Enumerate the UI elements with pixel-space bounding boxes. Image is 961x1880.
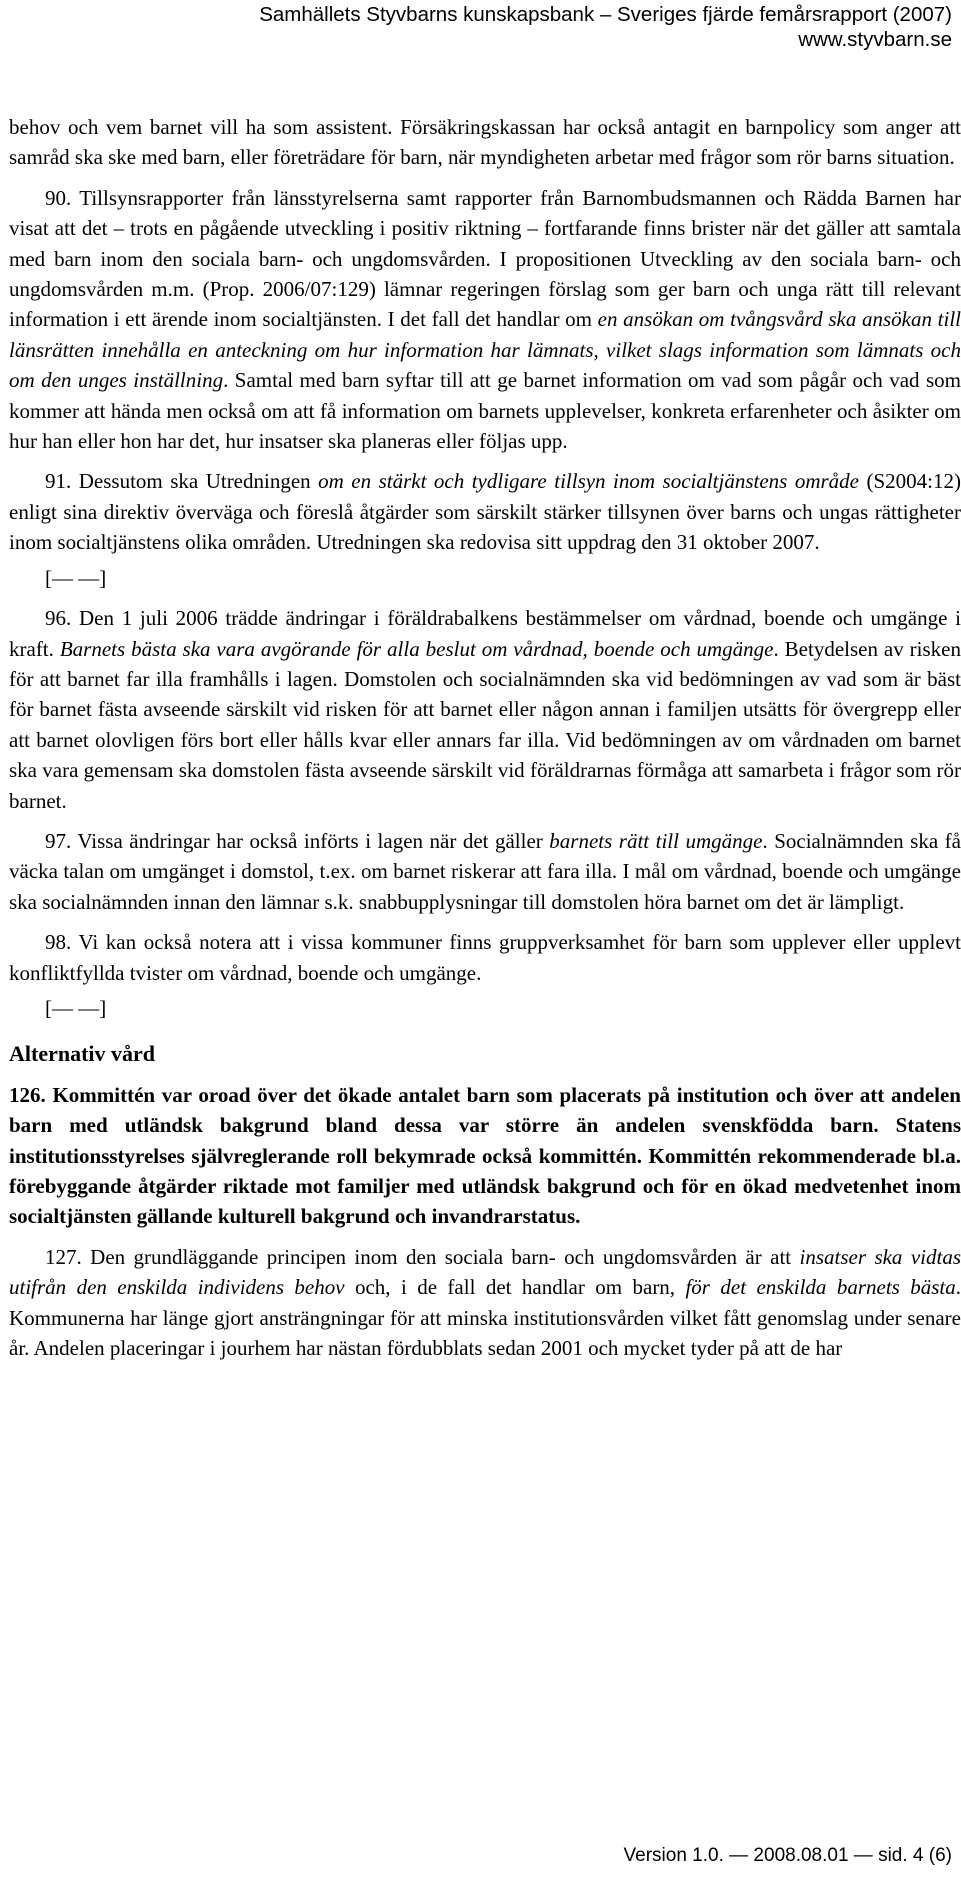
paragraph-97 xyxy=(9,826,961,917)
paragraph-italic: en ansökan om tvångsvård ska ansökan till länsrätten innehålla en anteckning om hur information har lämnats, vilket slags information som lämnats och om den unges inställning xyxy=(9,307,961,393)
page-header xyxy=(259,2,952,52)
paragraph-intro xyxy=(9,112,961,173)
paragraph-96 xyxy=(9,603,961,816)
paragraph-text: . Samtal med barn syftar till att ge barnet information om vad som pågår och vad som kommer att hända men också om att få information om barnets upplevelser, konkreta erfarenheter och åsikter om hur han eller hon har det, hur insatser ska planeras eller följas upp. xyxy=(9,368,961,454)
paragraph-text: . Socialnämnden ska få väcka talan om umgänget i domstol, t.ex. om barnet riskerar att fara illa. I mål om vårdnad, boende och umgänge ska socialnämnden innan den lämnar s.k. snabbupplysningar till domstolen höra barnet om det är lämpligt. xyxy=(9,828,961,914)
ellipsis-marker: [— —] xyxy=(45,995,107,1020)
ellipsis-marker: [— —] xyxy=(45,565,107,590)
paragraph-text: 91. Dessutom ska Utredningen xyxy=(45,469,319,494)
paragraph-italic: insatser ska vidtas utifrån den enskilda individens behov xyxy=(9,1244,961,1300)
paragraph-text: och, i de fall det handlar om barn, xyxy=(344,1275,686,1300)
section-heading: Alternativ vård xyxy=(9,1041,156,1067)
paragraph-italic: om en stärkt och tydligare tillsyn inom socialtjänstens område xyxy=(318,469,859,494)
paragraph-italic: för det enskilda barnets bästa xyxy=(685,1275,956,1300)
paragraph-127 xyxy=(9,1242,961,1364)
paragraph-91 xyxy=(9,466,961,557)
paragraph-126 xyxy=(9,1080,961,1232)
paragraph-90 xyxy=(9,183,961,457)
paragraph-98 xyxy=(9,927,961,988)
paragraph-italic: Barnets bästa ska vara avgörande för alla beslut om vårdnad, boende och umgänge xyxy=(59,636,774,661)
header-url: www.styvbarn.se xyxy=(798,28,952,51)
paragraph-text: 127. Den grundläggande principen inom den sociala barn- och ungdomsvården är att xyxy=(45,1244,800,1269)
paragraph-text: behov och vem barnet vill ha som assistent. Försäkringskassan har också antagit en barnpolicy som anger att samråd ska ske med barn, eller företrädare för barn, när myndigheten arbetar med frågor som rör barns situation. xyxy=(9,115,961,170)
paragraph-text: 126. Kommittén var oroad över det ökade antalet barn som placerats på institution och över att andelen barn med utländsk bakgrund bland dessa var större än andelen svenskfödda barn. Statens institutionsstyrelses självreglerande roll bekymrade också kommittén. Kommittén rekommenderade bl.a. förebyggande åtgärder riktade mot familjer med utländsk bakgrund och för en ökad medvetenhet inom socialtjänsten gällande kulturell bakgrund och invandrarstatus. xyxy=(9,1082,961,1229)
page-footer: Version 1.0. — 2008.08.01 — sid. 4 (6) xyxy=(623,1845,952,1866)
paragraph-text: (S2004:12) enligt sina direktiv överväga och föreslå åtgärder som särskilt stärker tillsynen över barns och ungas rättigheter inom socialtjänstens olika områden. Utredningen ska redovisa sitt uppdrag den 31 oktober 2007. xyxy=(9,469,961,555)
document-body xyxy=(9,112,961,1363)
paragraph-text: . Kommunerna har länge gjort ansträngningar för att minska institutionsvården vilket fått genomslag under senare år. Andelen placeringar i jourhem har nästan fördubblats sedan 2001 och mycket tyder på att de har xyxy=(9,1275,961,1361)
paragraph-italic: barnets rätt till umgänge xyxy=(549,828,763,853)
paragraph-text: 98. Vi kan också notera att i vissa kommuner finns gruppverksamhet för barn som upplever eller upplevt konfliktfyllda tvister om vårdnad, boende och umgänge. xyxy=(9,930,961,985)
paragraph-text: 90. Tillsynsrapporter från länsstyrelserna samt rapporter från Barnombudsmannen och Rädda Barnen har visat att det – trots en pågående utveckling i positiv riktning – fortfarande finns brister när det gäller att samtala med barn inom den sociala barn- och ungdomsvården. I propositionen Utveckling av den sociala barn- och ungdomsvården m.m. (Prop. 2006/07:129) lämnar regeringen förslag som ger barn och unga rätt till relevant information i ett ärende inom socialtjänsten. I det fall det handlar om xyxy=(9,185,961,332)
paragraph-text: 96. Den 1 juli 2006 trädde ändringar i föräldrabalkens bestämmelser om vårdnad, boende och umgänge i kraft. xyxy=(9,606,961,661)
paragraph-text: 97. Vissa ändringar har också införts i lagen när det gäller xyxy=(45,828,550,853)
header-title: Samhällets Styvbarns kunskapsbank – Sveriges fjärde femårsrapport (2007) xyxy=(259,3,952,26)
paragraph-text: . Betydelsen av risken för att barnet far illa framhålls i lagen. Domstolen och socialnämnden ska vid bedömningen av vad som är bäst för barnet fästa avseende särskilt vid risken för att barnet eller någon annan i familjen utsätts för övergrepp eller att barnet olovligen förs bort eller hålls kvar eller annars far illa. Vid bedömningen av om vårdnaden om barnet ska vara gemensam ska domstolen fästa avseende särskilt vid föräldrarnas förmåga att samarbeta i frågor som rör barnet. xyxy=(9,636,961,813)
